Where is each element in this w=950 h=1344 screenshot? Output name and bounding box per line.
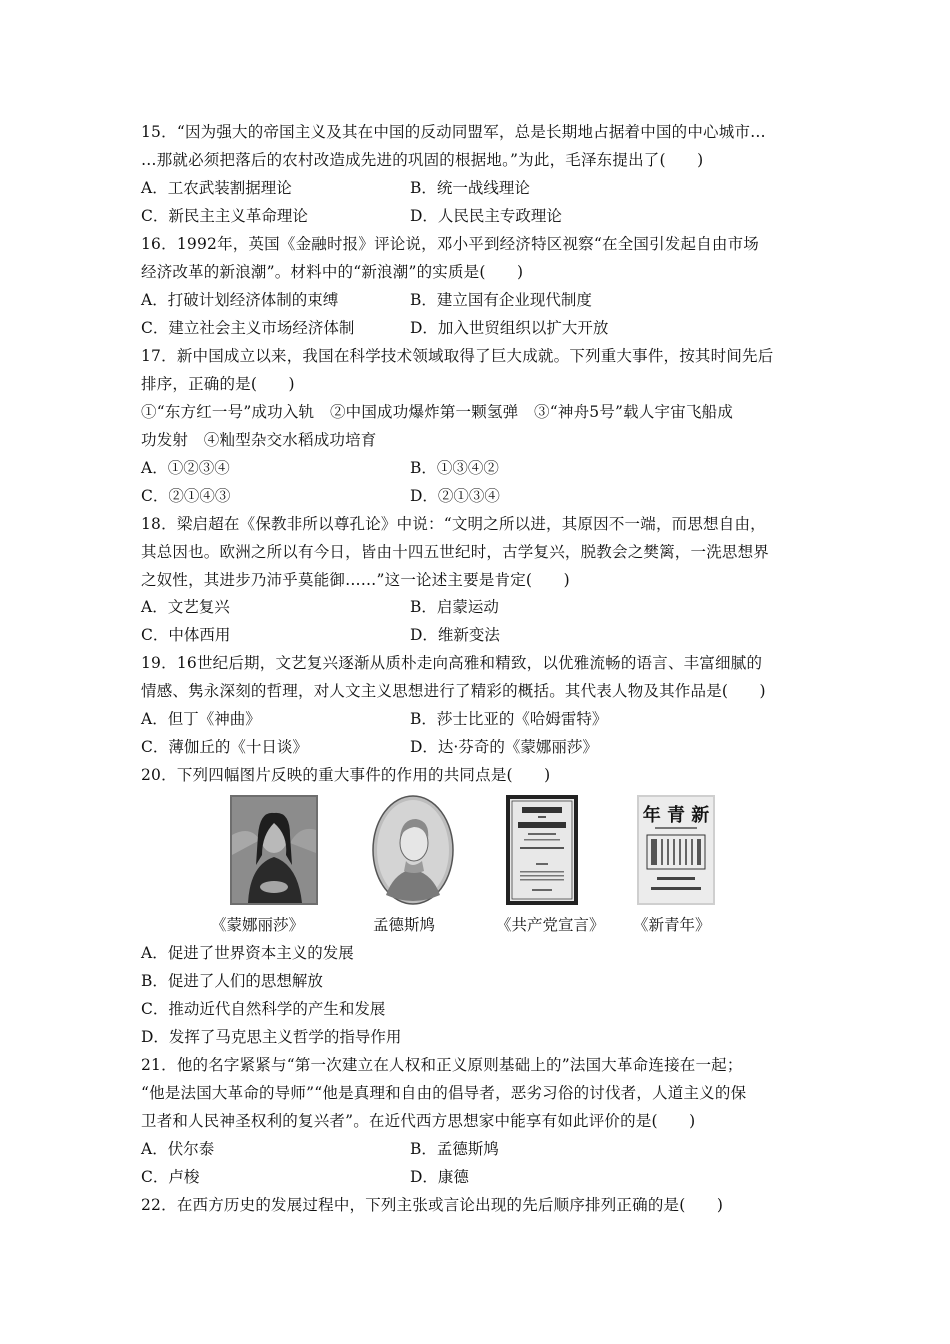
q19-option-d: D．达·芬奇的《蒙娜丽莎》	[410, 738, 598, 756]
q19-option-c: C．薄伽丘的《十日谈》	[141, 738, 308, 756]
question-17-line-3: ①“东方红一号”成功入轨 ②中国成功爆炸第一颗氢弹 ③“神舟5号”载人宇宙飞船成	[141, 403, 734, 421]
q16-option-d: D．加入世贸组织以扩大开放	[410, 319, 609, 337]
montesquieu-portrait-image	[372, 795, 454, 905]
question-17-line-1: 17．新中国成立以来，我国在科学技术领域取得了巨大成就。下列重大事件，按其时间先后	[141, 347, 774, 365]
q18-option-b: B．启蒙运动	[410, 598, 499, 616]
q20-option-b: B．促进了人们的思想解放	[141, 972, 323, 990]
q21-option-a: A．伏尔泰	[141, 1140, 215, 1158]
question-17-line-2: 排序，正确的是( )	[141, 375, 295, 393]
question-21-line-1: 21．他的名字紧紧与“第一次建立在人权和正义原则基础上的”法国大革命连接在一起；	[141, 1056, 743, 1074]
svg-text:年 青 新: 年 青 新	[642, 805, 710, 826]
question-21-line-2: “他是法国大革命的导师”“他是真理和自由的倡导者，恶劣习俗的讨伐者，人道主义的保	[141, 1084, 747, 1102]
q15-option-c: C．新民主主义革命理论	[141, 207, 308, 225]
question-20-line-1: 20．下列四幅图片反映的重大事件的作用的共同点是( )	[141, 766, 551, 784]
q18-option-c: C．中体西用	[141, 626, 231, 644]
q17-option-b: B．①③④②	[410, 459, 499, 477]
q16-option-c: C．建立社会主义市场经济体制	[141, 319, 355, 337]
q20-option-d: D．发挥了马克思主义哲学的指导作用	[141, 1028, 402, 1046]
question-16-line-1: 16．1992年，英国《金融时报》评论说，邓小平到经济特区视察“在全国引发起自由市场	[141, 235, 759, 253]
q15-option-b: B．统一战线理论	[410, 179, 530, 197]
q19-option-a: A．但丁《神曲》	[141, 710, 261, 728]
q15-option-a: A．工农武装割据理论	[141, 179, 292, 197]
question-17-line-4: 功发射 ④籼型杂交水稻成功培育	[141, 431, 377, 449]
q19-option-b: B．莎士比亚的《哈姆雷特》	[410, 710, 608, 728]
question-18-line-1: 18．梁启超在《保教非所以尊孔论》中说：“文明之所以进，其原因不一端，而思想自由，	[141, 515, 766, 533]
mona-lisa-image	[230, 795, 318, 905]
question-18-line-2: 其总因也。欧洲之所以有今日，皆由十四五世纪时，古学复兴，脱教会之樊篱，一洗思想界	[141, 543, 770, 561]
caption-montesquieu: 孟德斯鸠	[373, 916, 436, 934]
caption-new-youth: 《新青年》	[633, 916, 711, 934]
q20-option-a: A．促进了世界资本主义的发展	[141, 944, 354, 962]
q17-option-a: A．①②③④	[141, 459, 230, 477]
question-22-line-1: 22．在西方历史的发展过程中，下列主张或言论出现的先后顺序排列正确的是( )	[141, 1196, 724, 1214]
question-15-line-1: 15．“因为强大的帝国主义及其在中国的反动同盟军，总是长期地占据着中国的中心城市…	[141, 123, 766, 141]
caption-communist-manifesto: 《共产党宣言》	[496, 916, 605, 934]
q16-option-a: A．打破计划经济体制的束缚	[141, 291, 339, 309]
q17-option-c: C．②①④③	[141, 487, 231, 505]
question-21-line-3: 卫者和人民神圣权利的复兴者”。在近代西方思想家中能享有如此评价的是( )	[141, 1112, 696, 1130]
q17-option-d: D．②①③④	[410, 487, 500, 505]
question-19-line-2: 情感、隽永深刻的哲理，对人文主义思想进行了精彩的概括。其代表人物及其作品是( )	[141, 682, 766, 700]
q15-option-d: D．人民民主专政理论	[410, 207, 562, 225]
question-19-line-1: 19．16世纪后期，文艺复兴逐渐从质朴走向高雅和精致，以优雅流畅的语言、丰富细腻的	[141, 654, 763, 672]
caption-mona-lisa: 《蒙娜丽莎》	[211, 916, 305, 934]
question-16-line-2: 经济改革的新浪潮”。材料中的“新浪潮”的实质是( )	[141, 263, 524, 281]
q18-option-d: D．维新变法	[410, 626, 500, 644]
question-18-line-3: 之奴性，其进步乃沛乎莫能御……”这一论述主要是肯定( )	[141, 571, 570, 589]
communist-manifesto-image	[506, 795, 578, 905]
q18-option-a: A．文艺复兴	[141, 598, 230, 616]
q20-option-c: C．推动近代自然科学的产生和发展	[141, 1000, 386, 1018]
q21-option-c: C．卢梭	[141, 1168, 200, 1186]
q21-option-b: B．孟德斯鸠	[410, 1140, 499, 1158]
q16-option-b: B．建立国有企业现代制度	[410, 291, 592, 309]
new-youth-magazine-image	[637, 795, 715, 905]
question-15-line-2: …那就必须把落后的农村改造成先进的巩固的根据地。”为此，毛泽东提出了( )	[141, 151, 704, 169]
q21-option-d: D．康德	[410, 1168, 469, 1186]
